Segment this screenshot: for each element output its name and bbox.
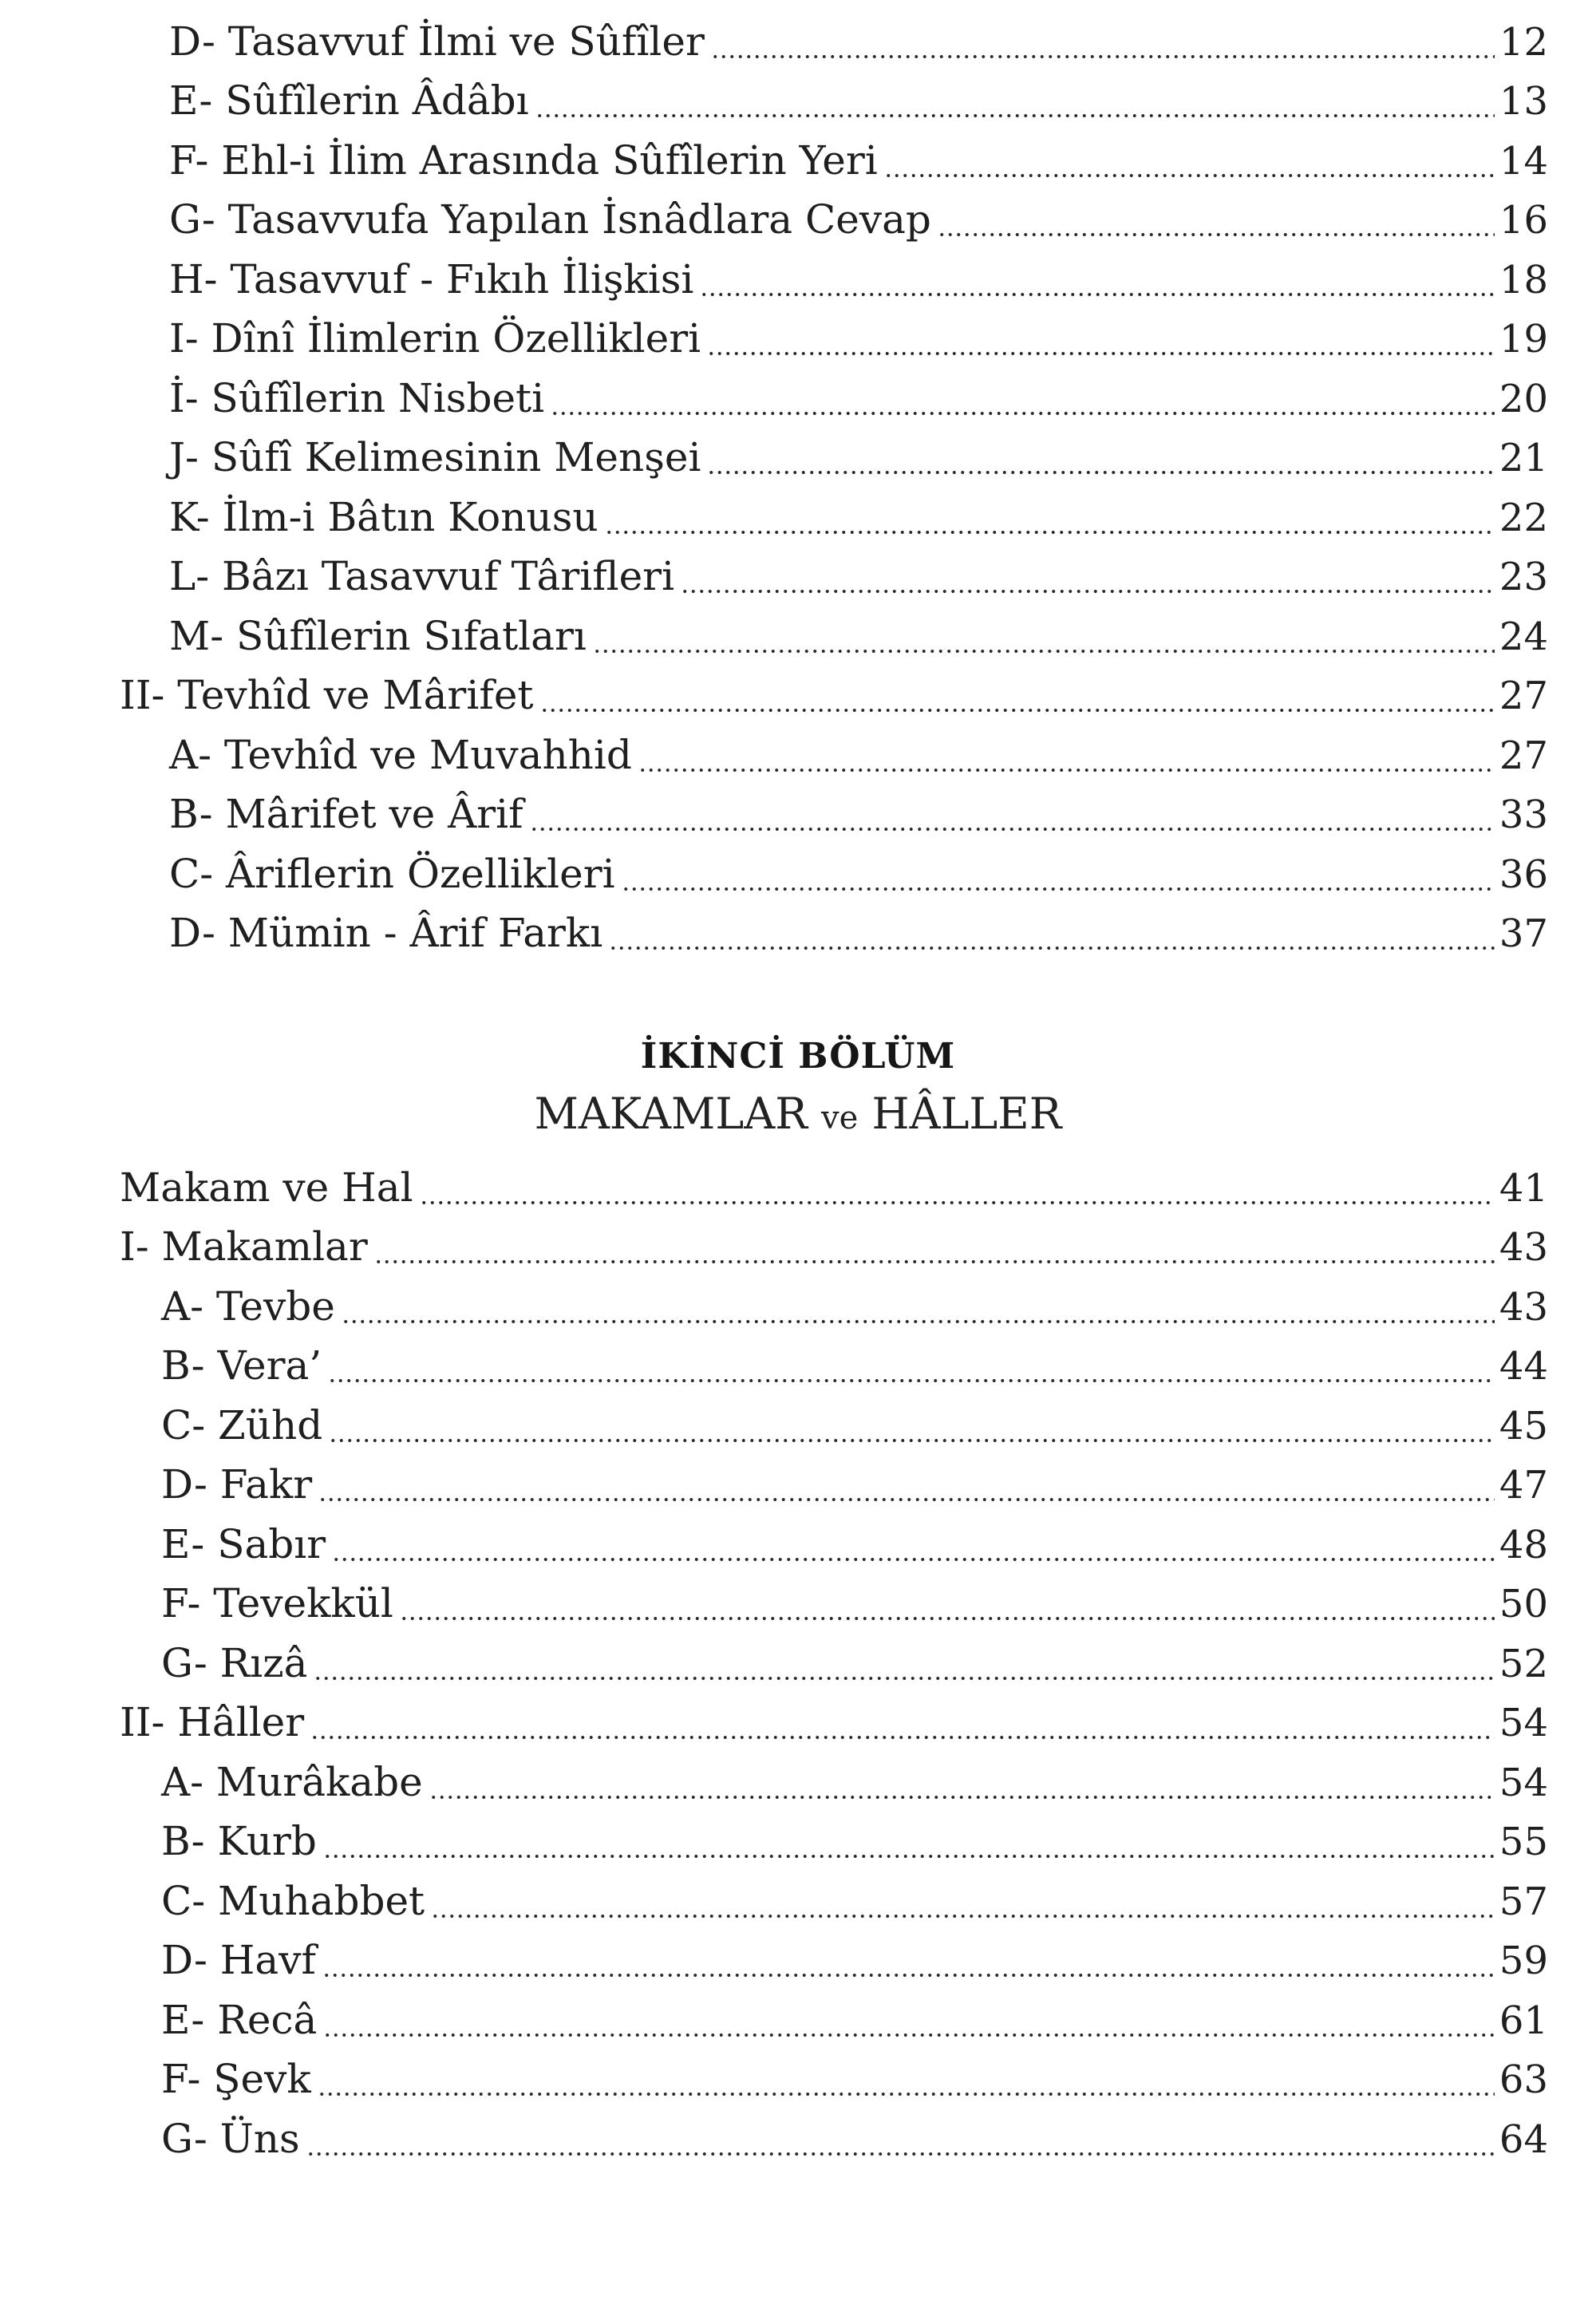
dot-leader <box>707 471 1494 474</box>
toc-entry-title: C- Zühd <box>161 1401 323 1448</box>
toc-entry-title: A- Tevhîd ve Muvahhid <box>169 731 632 778</box>
toc-entry-title: J- Sûfî Kelimesinin Menşei <box>169 434 701 480</box>
toc-entry-title: I- Makamlar <box>120 1223 368 1270</box>
toc-entry <box>120 783 1548 843</box>
toc-entry-title: F- Tevekkül <box>161 1580 393 1626</box>
dot-leader <box>332 1558 1495 1561</box>
dot-leader <box>329 1439 1495 1442</box>
toc-entry <box>120 664 1548 724</box>
dot-leader <box>322 1974 1495 1977</box>
dot-leader <box>707 352 1495 355</box>
toc-entry-page-number: 12 <box>1499 19 1548 65</box>
dot-leader <box>431 1915 1495 1918</box>
dot-leader <box>605 531 1495 534</box>
toc-entry <box>120 1156 1548 1215</box>
toc-entry-title: Makam ve Hal <box>120 1164 413 1211</box>
toc-entry <box>120 1631 1548 1691</box>
section-kicker: İKİNCİ BÖLÜM <box>640 1036 956 1077</box>
toc-entry-title: M- Sûfîlerin Sıfatları <box>169 612 587 659</box>
toc-entry-page-number: 41 <box>1499 1165 1548 1211</box>
section-title-part: HÂLLER <box>858 1089 1062 1139</box>
toc-entry-page-number: 23 <box>1499 555 1548 599</box>
dot-leader <box>535 114 1495 117</box>
toc-entry-title: D- Mümin - Ârif Farkı <box>169 910 603 956</box>
dot-leader <box>530 828 1495 831</box>
toc-entry-page-number: 14 <box>1499 138 1548 184</box>
toc-entry-page-number: 61 <box>1499 1998 1548 2043</box>
toc-entry-title: B- Kurb <box>161 1818 317 1864</box>
section-title-part: MAKAMLAR <box>534 1089 822 1139</box>
toc-entry-title: E- Sabır <box>161 1520 326 1567</box>
dot-leader <box>310 1736 1495 1739</box>
dot-leader <box>342 1320 1495 1323</box>
toc-entry-title: D- Fakr <box>161 1461 313 1508</box>
toc-entry <box>120 1453 1548 1513</box>
toc-entry-title: E- Recâ <box>161 1996 318 2043</box>
toc-entry <box>120 426 1548 486</box>
toc-entry-page-number: 64 <box>1499 2116 1548 2162</box>
toc-entry-page-number: 22 <box>1499 495 1548 540</box>
toc-entry-page-number: 54 <box>1499 1701 1548 1745</box>
toc-entry-page-number: 48 <box>1499 1522 1548 1567</box>
toc-entry <box>120 723 1548 783</box>
toc-entry-page-number: 45 <box>1499 1403 1548 1448</box>
toc-entry-title: G- Rızâ <box>161 1639 308 1686</box>
toc-entry <box>120 366 1548 426</box>
toc-entry <box>120 1750 1548 1810</box>
toc-entry-page-number: 33 <box>1499 792 1548 837</box>
dot-leader <box>711 55 1495 58</box>
toc-entry-page-number: 47 <box>1499 1463 1548 1508</box>
toc-entry <box>120 10 1548 69</box>
toc-entry <box>120 69 1548 129</box>
toc-entry-page-number: 18 <box>1499 257 1548 302</box>
toc-entry <box>120 1691 1548 1751</box>
toc-entry-page-number: 21 <box>1499 436 1548 480</box>
dot-leader <box>593 650 1495 653</box>
toc-entry <box>120 1929 1548 1989</box>
toc-entry <box>120 842 1548 902</box>
toc-entry-title: E- Sûfîlerin Âdâbı <box>169 77 529 124</box>
dot-leader <box>323 2033 1495 2037</box>
toc-entry <box>120 2048 1548 2108</box>
toc-entry-page-number: 27 <box>1499 674 1548 718</box>
dot-leader <box>622 887 1495 891</box>
toc-entry <box>120 902 1548 962</box>
toc-entry <box>120 1393 1548 1453</box>
toc-entry <box>120 604 1548 664</box>
toc-entry-title: H- Tasavvuf - Fıkıh İlişkisi <box>169 255 694 302</box>
toc-entry-title: İ- Sûfîlerin Nisbeti <box>169 374 545 421</box>
dot-leader <box>374 1260 1495 1263</box>
toc-entry-title: B- Vera’ <box>161 1342 322 1389</box>
toc-entry <box>120 545 1548 605</box>
toc-entry-title: D- Havf <box>161 1937 316 1983</box>
dot-leader <box>638 769 1495 772</box>
toc-entry-title: I- Dînî İlimlerin Özellikleri <box>169 315 701 362</box>
toc-list-part-one <box>120 10 1548 961</box>
toc-entry <box>120 1512 1548 1572</box>
toc-entry <box>120 2107 1548 2167</box>
toc-entry <box>120 1988 1548 2048</box>
toc-entry <box>120 188 1548 248</box>
toc-entry-page-number: 19 <box>1499 317 1548 362</box>
toc-entry-page-number: 50 <box>1499 1582 1548 1626</box>
dot-leader <box>609 947 1495 950</box>
dot-leader <box>429 1796 1495 1799</box>
toc-entry-title: L- Bâzı Tasavvuf Târifleri <box>169 553 675 599</box>
toc-entry-title: D- Tasavvuf İlmi ve Sûfîler <box>169 18 705 65</box>
toc-entry-page-number: 57 <box>1499 1879 1548 1924</box>
toc-entry-page-number: 44 <box>1499 1344 1548 1389</box>
dot-leader <box>400 1617 1495 1620</box>
dot-leader <box>938 233 1495 236</box>
toc-entry-page-number: 55 <box>1499 1820 1548 1864</box>
dot-leader <box>328 1379 1495 1382</box>
toc-entry-page-number: 37 <box>1499 911 1548 956</box>
toc-entry-title: K- İlm-i Bâtın Konusu <box>169 493 598 540</box>
toc-list-part-two <box>120 1156 1548 2167</box>
toc-entry-title: C- Muhabbet <box>161 1877 425 1924</box>
toc-entry-page-number: 27 <box>1499 733 1548 778</box>
dot-leader <box>884 174 1495 177</box>
toc-entry <box>120 1275 1548 1334</box>
toc-entry-title: A- Tevbe <box>161 1282 335 1330</box>
dot-leader <box>323 1855 1495 1858</box>
toc-entry <box>120 128 1548 188</box>
dot-leader <box>540 709 1495 712</box>
toc-entry-title: G- Üns <box>161 2115 300 2162</box>
toc-entry-page-number: 13 <box>1499 79 1548 124</box>
toc-entry <box>120 307 1548 367</box>
toc-entry-page-number: 16 <box>1499 198 1548 243</box>
toc-entry-page-number: 20 <box>1499 376 1548 421</box>
toc-entry-page-number: 63 <box>1499 2057 1548 2102</box>
toc-entry-title: C- Âriflerin Özellikleri <box>169 850 615 897</box>
toc-entry <box>120 1810 1548 1870</box>
toc-entry-title: B- Mârifet ve Ârif <box>169 791 523 837</box>
dot-leader <box>700 293 1495 296</box>
toc-entry-title: II- Hâller <box>120 1699 305 1745</box>
toc-entry <box>120 1334 1548 1394</box>
toc-entry-title: F- Ehl-i İlim Arasında Sûfîlerin Yeri <box>169 136 878 184</box>
dot-leader <box>306 2152 1495 2156</box>
dot-leader <box>318 2093 1495 2096</box>
toc-entry-title: A- Murâkabe <box>161 1758 423 1805</box>
toc-entry <box>120 1215 1548 1275</box>
toc-entry-page-number: 36 <box>1499 852 1548 897</box>
toc-entry <box>120 1869 1548 1929</box>
dot-leader <box>551 412 1495 415</box>
toc-entry-page-number: 59 <box>1499 1939 1548 1983</box>
dot-leader <box>420 1201 1495 1204</box>
toc-entry-title: G- Tasavvufa Yapılan İsnâdlara Cevap <box>169 196 931 243</box>
toc-entry-page-number: 43 <box>1499 1284 1548 1330</box>
dot-leader <box>314 1677 1494 1680</box>
toc-entry-title: F- Şevk <box>161 2056 311 2102</box>
toc-entry-page-number: 43 <box>1499 1225 1548 1270</box>
toc-entry <box>120 247 1548 307</box>
dot-leader <box>318 1498 1495 1501</box>
toc-entry-title: II- Tevhîd ve Mârifet <box>120 672 534 718</box>
toc-entry-page-number: 54 <box>1499 1760 1548 1805</box>
toc-entry-page-number: 52 <box>1499 1641 1548 1686</box>
toc-entry <box>120 485 1548 545</box>
dot-leader <box>681 590 1495 593</box>
section-title-connector: ve <box>821 1100 859 1136</box>
toc-entry-page-number: 24 <box>1499 614 1548 659</box>
toc-entry <box>120 1572 1548 1632</box>
section-title <box>0 1089 1596 1139</box>
